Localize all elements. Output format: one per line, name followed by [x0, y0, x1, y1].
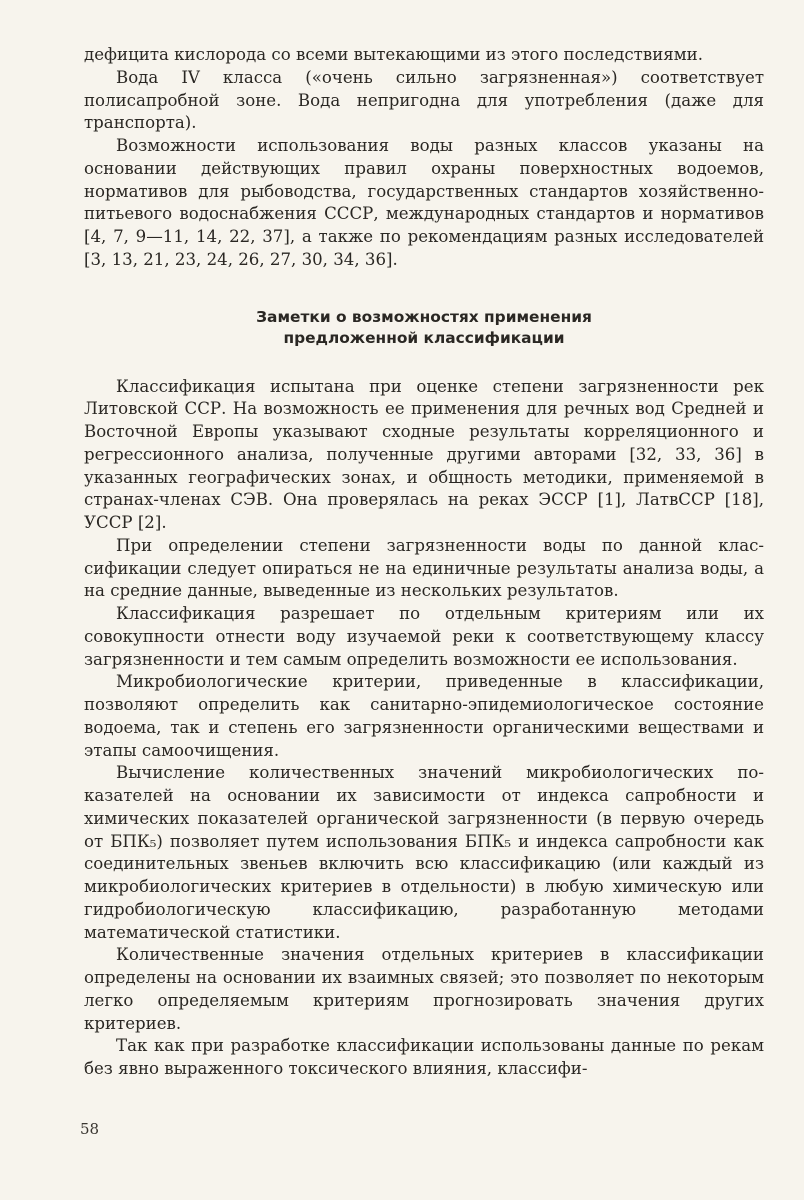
paragraph-criteria-relations: Количественные значения отдельных критериев в классификации определены на основании их взаимных связей; это позволяет по некоторым легко определяемым критериям прогнозировать значения других критериев.: [84, 945, 764, 1033]
paragraph-toxic-influence: Так как при разработке классификации использованы данные по рекам без явно выраженного токсического влияния, классифи-: [84, 1036, 764, 1078]
page-number: 58: [80, 1120, 100, 1138]
paragraph-class-iv: Вода IV класса («очень сильно загрязненная») соответствует полисапробной зоне. Вода непригодна для употребления (даже для транспорта).: [84, 67, 764, 133]
paragraph-water-use: Возможности использования воды разных классов указаны на основании действующих правил охраны поверхностных водоемов, нормативов для рыбоводства, государственных стандартов хозяйственно-питьевого водоснабжения СССР, международных стандартов и нормативов [4, 7, 9—11, 14, 22, 37], а также по рекомендациям разных исследователей [3, 13, 21, 23, 24, 26, 27, 30, 34, 36].: [84, 136, 764, 269]
section-heading-line-1: Заметки о возможностях применения: [256, 307, 592, 326]
paragraph-classification-tested: Классификация испытана при оценке степени загрязненности рек Литовской ССР. На возможность ее применения для речных вод Средней и Восточной Европы указывают сходные результаты корреляционного и регрессионного анализа, полученные другими авторами [32, 33, 36] в указанных географических зонах, и общность методики, применяемой в странах-членах СЭВ. Она проверялась на реках ЭССР [1], ЛатвССР [18], УССР [2].: [84, 376, 764, 532]
paragraph-microbiological-criteria: Микробиологические критерии, приведенные в классификации, позволяют определить как санитарно-эпидемиологическое состояние водоема, так и степень его загрязненности органическими веществами и этапы самоочищения.: [84, 672, 764, 760]
section-heading-line-2: предложенной классификации: [283, 328, 565, 347]
paragraph-average-data: При определении степени загрязненности воды по данной классификации следует опираться не на единичные результаты анализа воды, а на средние данные, выведенные из нескольких результатов.: [84, 535, 764, 601]
section-heading: [84, 307, 764, 349]
paragraph-oxygen-deficit: дефицита кислорода со всеми вытекающими из этого последствиями.: [84, 45, 703, 64]
paragraph-class-assignment: Классификация разрешает по отдельным критериям или их совокупности отнести воду изучаемой реки к соответствующему классу загрязненности и тем самым определить возможности ее использования.: [84, 604, 764, 669]
paragraph-quantitative-values: Вычисление количественных значений микробиологических показателей на основании их зависимости от индекса сапробности и химических показателей органической загрязненности (в первую очередь от БПК₅) позволяет путем использования БПК₅ и индекса сапробности как соединительных звеньев включить всю классификацию (или каждый из микробиологических критериев в отдельности) в любую химическую или гидробиологическую классификацию, разработанную методами математической статистики.: [84, 763, 764, 942]
page-body: [84, 44, 764, 1081]
